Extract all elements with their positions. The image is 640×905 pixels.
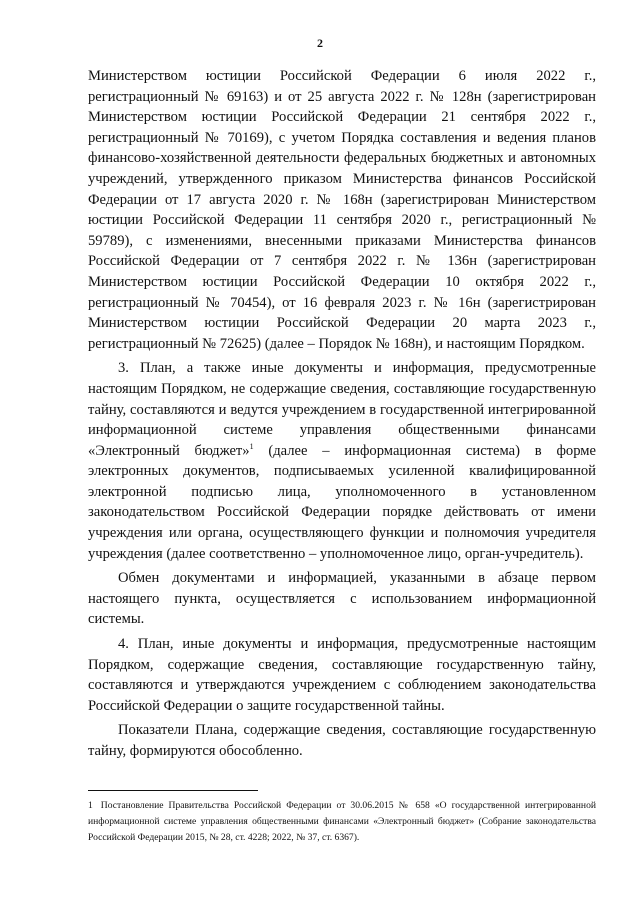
paragraph-3 [88,358,596,564]
page-number: 2 [317,36,323,50]
paragraph-continuation: Министерством юстиции Российской Федерации 6 июля 2022 г., регистрационный № 69163) и от 25 августа 2022 г. № 128н (зарегистрирован Министерством юстиции Российской Федерации 21 сентября 2022 г., регистрационный № 70169), с учетом Порядка составления и ведения планов финансово-хозяйственной деятельности федеральных бюджетных и автономных учреждений, утвержденного приказом Министерства финансов Российской Федерации от 17 августа 2020 г. № 168н (зарегистрирован Министерством юстиции Российской Федерации 11 сентября 2020 г., регистрационный № 59789), с изменениями, внесенными приказами Министерства финансов Российской Федерации от 7 сентября 2022 г. № 136н (зарегистрирован Министерством юстиции Российской Федерации 10 октября 2022 г., регистрационный № 70454), от 16 февраля 2023 г. № 16н (зарегистрирован Министерством юстиции Российской Федерации 20 марта 2023 г., регистрационный № 72625) (далее – Порядок № 168н), и настоящим Порядком. [88,68,596,352]
footnote-reference: 1 [249,441,254,451]
footnote-text: Постановление Правительства Российской Федерации от 30.06.2015 № 658 «О государственной интегрированной информационной системе управления общественными финансами «Электронный бюджет» (Собрание законодательства Российской Федерации 2015, № 28, ст. 4228; 2022, № 37, ст. 6367). [88,800,596,843]
document-body [88,66,596,762]
paragraph-3-text-b: (далее – информационная система) в форме электронных документов, подписываемых усиленной квалифицированной электронной подписью лица, уполномоченного в установленном законодательством Российской Федерации порядке действовать от имени учреждения или органа, осуществляющего функции и полномочия учредителя учреждения (далее соответственно – уполномоченное лицо, орган-учредитель). [88,442,596,562]
paragraph-4-indicators: Показатели Плана, содержащие сведения, составляющие государственную тайну, формируются обособленно. [88,722,596,759]
footnote-separator [88,790,258,791]
footnote-mark: 1 [88,800,93,811]
footnote [88,798,596,846]
paragraph-4: 4. План, иные документы и информация, предусмотренные настоящим Порядком, содержащие сведения, составляющие государственную тайну, составляются и утверждаются учреждением с соблюдением законодательства Российской Федерации о защите государственной тайны. [88,636,596,714]
paragraph-3-text-a: 3. План, а также иные документы и информация, предусмотренные настоящим Порядком, не содержащие сведения, составляющие государственную тайну, составляются и ведутся учреждением в государственной интегрированной информационной системе управления общественными финансами «Электронный бюджет» [88,360,596,459]
paragraph-3-exchange: Обмен документами и информацией, указанными в абзаце первом настоящего пункта, осуществляется с использованием информационной системы. [88,570,596,628]
